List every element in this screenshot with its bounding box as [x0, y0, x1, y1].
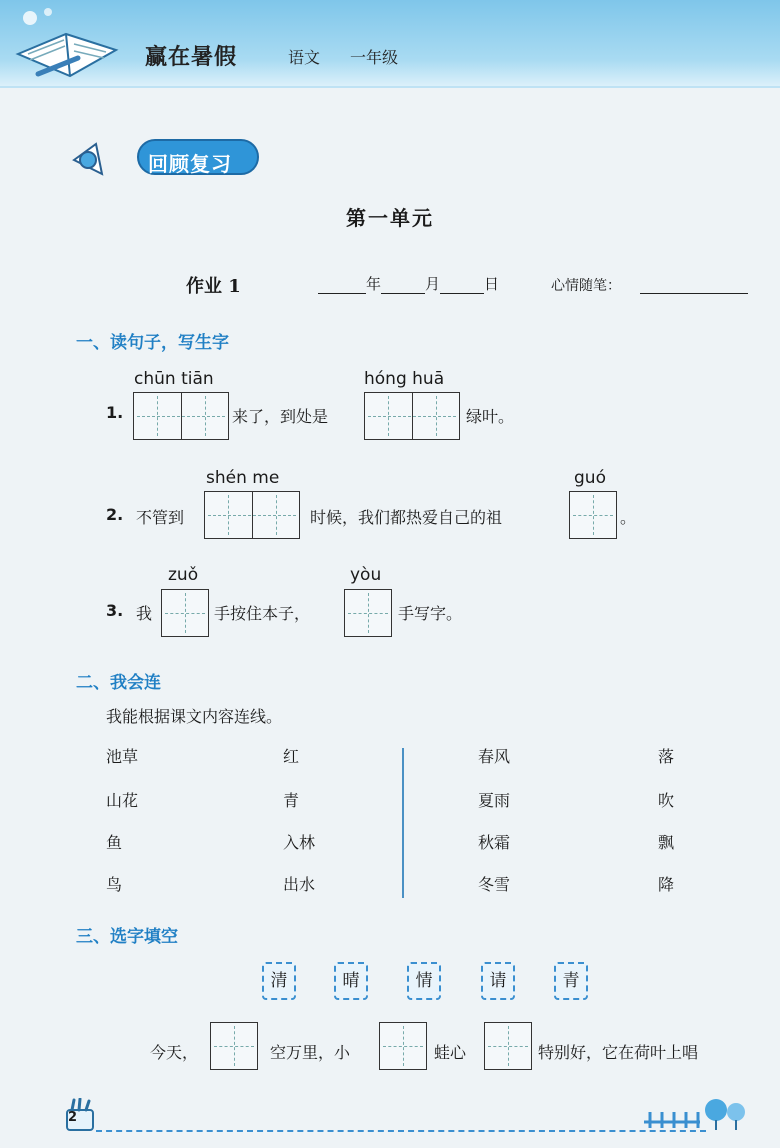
homework-title: 作业 1	[186, 276, 241, 297]
brand-title: 赢在暑假	[145, 45, 238, 70]
q3-pinyin-b: yòu	[350, 565, 382, 585]
q1-pinyin-b: hóng huā	[364, 369, 445, 389]
review-badge-label: 回顾复习	[148, 152, 232, 176]
match-left-b-0[interactable]: 红	[283, 747, 300, 766]
section2-instruction: 我能根据课文内容连线。	[106, 707, 283, 726]
s3-answer-box-b[interactable]	[379, 1022, 427, 1070]
match-right-b-3[interactable]: 降	[658, 875, 675, 894]
q3-answer-box-a[interactable]	[161, 589, 209, 637]
month-blank[interactable]	[381, 276, 425, 294]
option-char-0[interactable]: 清	[262, 962, 296, 1000]
q1-text-a: 来了，到处是	[232, 407, 329, 426]
option-char-3[interactable]: 请	[481, 962, 515, 1000]
day-label: 日	[484, 275, 500, 293]
q3-number: 3.	[106, 601, 124, 620]
year-label: 年	[366, 275, 382, 293]
q2-text-b: 时候，我们都热爱自己的祖	[310, 508, 503, 527]
footer-dashed-line	[96, 1130, 706, 1132]
tree-decoration-icon	[640, 1092, 760, 1132]
q2-answer-box-b[interactable]	[569, 491, 617, 539]
q1-pinyin-a: chūn tiān	[134, 369, 214, 389]
month-label: 月	[425, 275, 441, 293]
section2-heading: 二、我会连	[76, 673, 161, 693]
q3-text-c: 手写字。	[398, 604, 463, 623]
match-right-a-3[interactable]: 冬雪	[478, 875, 511, 894]
mood-label: 心情随笔：	[551, 278, 621, 294]
s3-text-c: 蛙心	[434, 1043, 467, 1062]
s3-text-b: 空万里，小	[270, 1043, 351, 1062]
unit-title: 第一单元	[346, 206, 434, 230]
option-char-1[interactable]: 晴	[334, 962, 368, 1000]
match-left-a-0[interactable]: 池草	[106, 747, 139, 766]
match-right-a-0[interactable]: 春风	[478, 747, 511, 766]
match-left-b-3[interactable]: 出水	[283, 875, 316, 894]
option-char-4[interactable]: 青	[554, 962, 588, 1000]
q1-text-b: 绿叶。	[466, 407, 515, 426]
year-blank[interactable]	[318, 276, 366, 294]
q2-pinyin-b: guó	[574, 468, 606, 488]
q3-text-b: 手按住本子，	[214, 604, 311, 623]
s3-answer-box-a[interactable]	[210, 1022, 258, 1070]
column-divider	[402, 748, 404, 898]
q1-answer-box-a[interactable]	[133, 392, 229, 440]
q2-text-a: 不管到	[136, 508, 185, 527]
q2-text-c: 。	[620, 508, 637, 527]
match-right-a-1[interactable]: 夏雨	[478, 791, 511, 810]
match-left-a-1[interactable]: 山花	[106, 791, 139, 810]
q3-text-a: 我	[136, 604, 153, 623]
q2-answer-box-a[interactable]	[204, 491, 300, 539]
match-left-b-2[interactable]: 入林	[283, 833, 316, 852]
q1-answer-box-b[interactable]	[364, 392, 460, 440]
q2-pinyin-a: shén me	[206, 468, 280, 488]
day-blank[interactable]	[440, 276, 484, 294]
match-right-b-2[interactable]: 飘	[658, 833, 675, 852]
page-number: 2	[68, 1110, 78, 1125]
open-book-icon	[8, 4, 128, 84]
match-right-b-1[interactable]: 吹	[658, 791, 675, 810]
mood-blank[interactable]	[640, 293, 748, 294]
q2-number: 2.	[106, 505, 124, 524]
subject-label: 语文	[288, 48, 321, 67]
option-char-2[interactable]: 情	[407, 962, 441, 1000]
date-fields	[318, 273, 499, 294]
match-right-b-0[interactable]: 落	[658, 747, 675, 766]
s3-text-a: 今天，	[150, 1043, 199, 1062]
q3-answer-box-b[interactable]	[344, 589, 392, 637]
q3-pinyin-a: zuǒ	[168, 565, 199, 585]
match-left-a-2[interactable]: 鱼	[106, 833, 123, 852]
section3-heading: 三、选字填空	[76, 927, 178, 947]
grade-label: 一年级	[350, 48, 399, 67]
q1-number: 1.	[106, 403, 124, 422]
match-right-a-2[interactable]: 秋霜	[478, 833, 511, 852]
match-left-a-3[interactable]: 鸟	[106, 875, 123, 894]
s3-answer-box-c[interactable]	[484, 1022, 532, 1070]
s3-text-d: 特别好，它在荷叶上唱	[538, 1043, 699, 1062]
match-left-b-1[interactable]: 青	[283, 791, 300, 810]
section1-heading: 一、读句子，写生字	[76, 333, 229, 353]
